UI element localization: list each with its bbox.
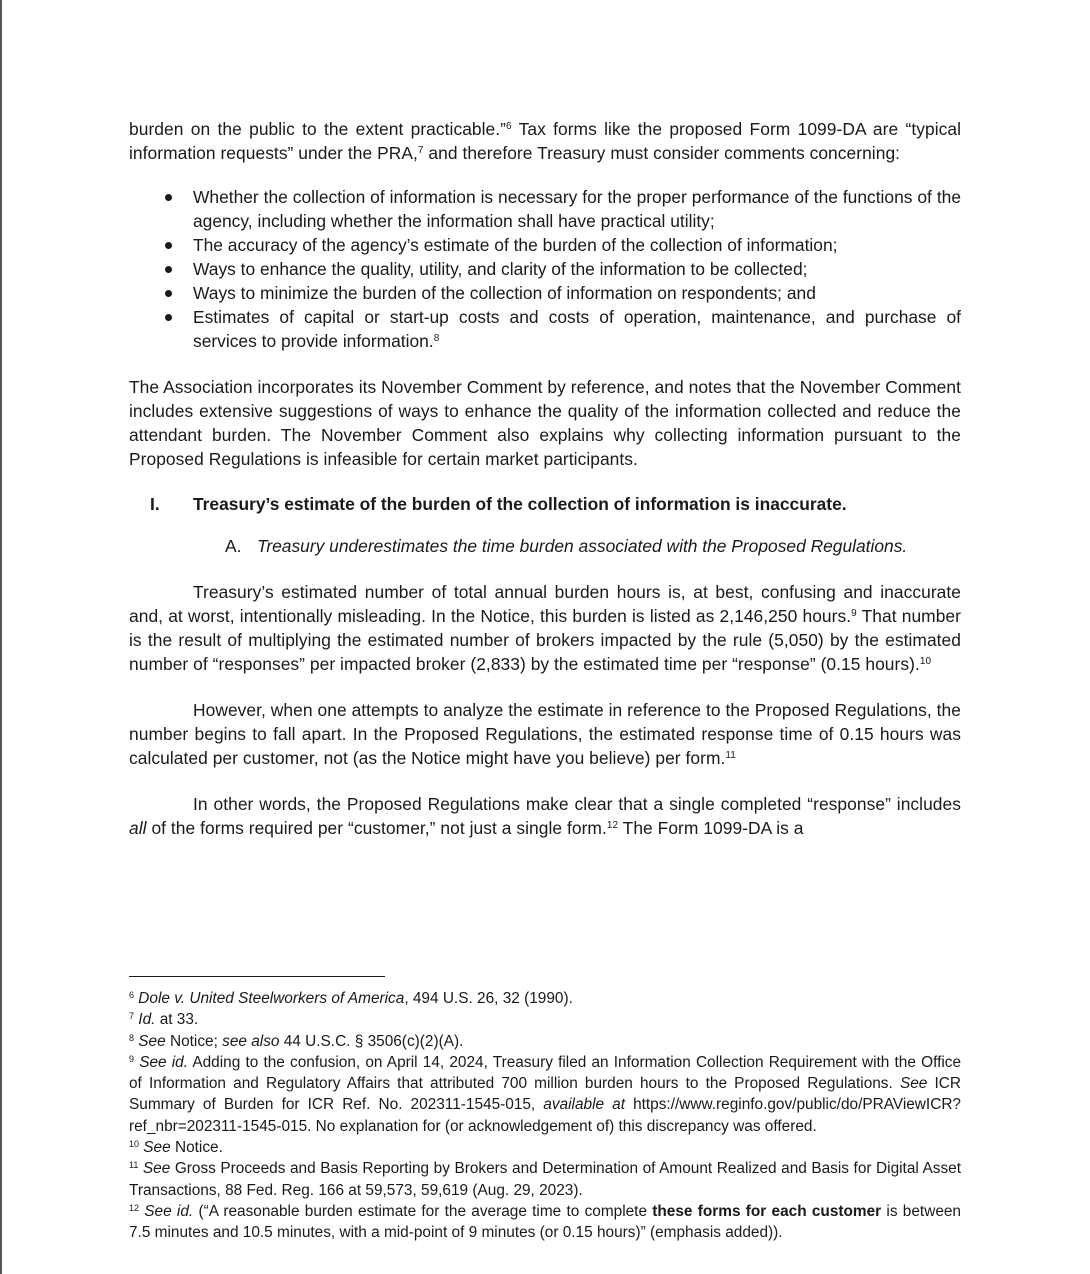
comment-criteria-list — [129, 185, 961, 353]
footnote-ref-12[interactable]: 12 — [606, 820, 619, 831]
reginfo-link[interactable]: https://www.reginfo.gov/public/do/PRAViewICR?ref_nbr=202311-1545-015. No explanation for (or acknowledgement of) this discrepancy was offered. — [129, 1096, 961, 1135]
footnote-ref-9[interactable]: 9 — [851, 608, 857, 619]
section-heading — [129, 492, 961, 516]
intro-paragraph: burden on the public to the extent practicable.”$^6$ Tax forms like the proposed Form 1099-DA are “typical information requests” under the PRA,$^7$ and therefore Treasury must consider comments concerning: — [129, 119, 961, 163]
footnote-8: $^8$ See Notice; see also 44 U.S.C. § 3506(c)(2)(A). — [129, 1032, 464, 1050]
footnote-ref-10[interactable]: 10 — [919, 656, 932, 667]
other-words-paragraph: In other words, the Proposed Regulations make clear that a single completed “response” includes all of the forms required per “customer,” not just a single form.$^{12}$ The Form 1099-DA is a — [129, 794, 961, 838]
subsection-heading — [129, 534, 961, 558]
bullet-icon — [165, 242, 172, 249]
analysis-paragraph: However, when one attempts to analyze the estimate in reference to the Proposed Regulations, the number begins to fall apart. In the Proposed Regulations, the estimated response time of 0.15 hours was calculated per customer, not (as the Notice might have you believe) per form.$^{11}$ — [129, 700, 961, 768]
burden-hours-paragraph: Treasury’s estimated number of total annual burden hours is, at best, confusing and inaccurate and, at worst, intentionally misleading. In the Notice, this burden is listed as 2,146,250 hours.$^9$ That number is the result of multiplying the estimated number of brokers impacted by the rule (5,050) by the estimated number of “responses” per impacted broker (2,833) by the estimated time per “response” (0.15 hours).$^{10}$ — [129, 582, 961, 674]
footnote-6: $^6$ Dole v. United Steelworkers of America, 494 U.S. 26, 32 (1990). — [129, 990, 573, 1007]
list-item: Whether the collection of information is necessary for the proper performance of the functions of the agency, including whether the information shall have practical utility; — [129, 185, 961, 233]
bullet-icon — [165, 194, 172, 201]
list-item: Estimates of capital or start-up costs and costs of operation, maintenance, and purchase of services to provide information.$^8$ — [129, 305, 961, 353]
association-paragraph: The Association incorporates its November Comment by reference, and notes that the November Comment includes extensive suggestions of ways to enhance the quality of the information collected and reduce the attendant burden. The November Comment also explains why collecting information pursuant to the Proposed Regulations is infeasible for certain market participants. — [129, 377, 961, 469]
section-number: I. — [150, 494, 160, 514]
footnote-ref-11[interactable]: 11 — [725, 750, 736, 761]
document-page — [129, 117, 961, 840]
list-item: Ways to enhance the quality, utility, and clarity of the information to be collected; — [129, 257, 961, 281]
footnote-ref-8[interactable]: 8 — [433, 333, 440, 344]
page-left-border — [0, 0, 2, 1274]
footnote-11: $^{11}$ See Gross Proceeds and Basis Reporting by Brokers and Determination of Amount Realized and Basis for Digital Asset Transactions, 88 Fed. Reg. 166 at 59,573, 59,619 (Aug. 29, 2023). — [129, 1160, 961, 1199]
bullet-icon — [165, 290, 172, 297]
footnote-9: $^9$ See id. Adding to the confusion, on April 14, 2024, Treasury filed an Information Collection Requirement with the Office of Information and Regulatory Affairs that attributed 700 million burden hours to the Proposed Regulations. See ICR Summary of Burden for ICR Ref. No. 202311-1545-015, available at https://www.reginfo.gov/public/do/PRAViewICR?ref_nbr=202311-1545-015. No explanation for (or acknowledgement of) this discrepancy was offered. — [129, 1053, 962, 1135]
list-item: The accuracy of the agency’s estimate of the burden of the collection of information; — [129, 233, 961, 257]
footnote-12: $^{12}$ See id. (“A reasonable burden estimate for the average time to complete these forms for each customer is between 7.5 minutes and 10.5 minutes, with a mid-point of 9 minutes (or 0.15 hours)” (emphasis added)). — [129, 1202, 961, 1242]
subsection-letter: A. — [225, 536, 242, 556]
section-title: Treasury’s estimate of the burden of the collection of information is inaccurate. — [193, 494, 847, 514]
footnote-ref-7[interactable]: 7 — [417, 145, 424, 156]
bullet-icon — [165, 314, 172, 321]
footnote-7: $^7$ Id. at 33. — [129, 1011, 199, 1029]
subsection-title: Treasury underestimates the time burden associated with the Proposed Regulations. — [257, 536, 908, 556]
footnote-10: $^{10}$ See Notice. — [129, 1139, 223, 1157]
footnote-separator — [129, 976, 385, 977]
bullet-icon — [165, 266, 172, 273]
footnotes — [129, 988, 961, 1244]
footnote-ref-6[interactable]: 6 — [506, 121, 512, 132]
list-item: Ways to minimize the burden of the collection of information on respondents; and — [129, 281, 961, 305]
